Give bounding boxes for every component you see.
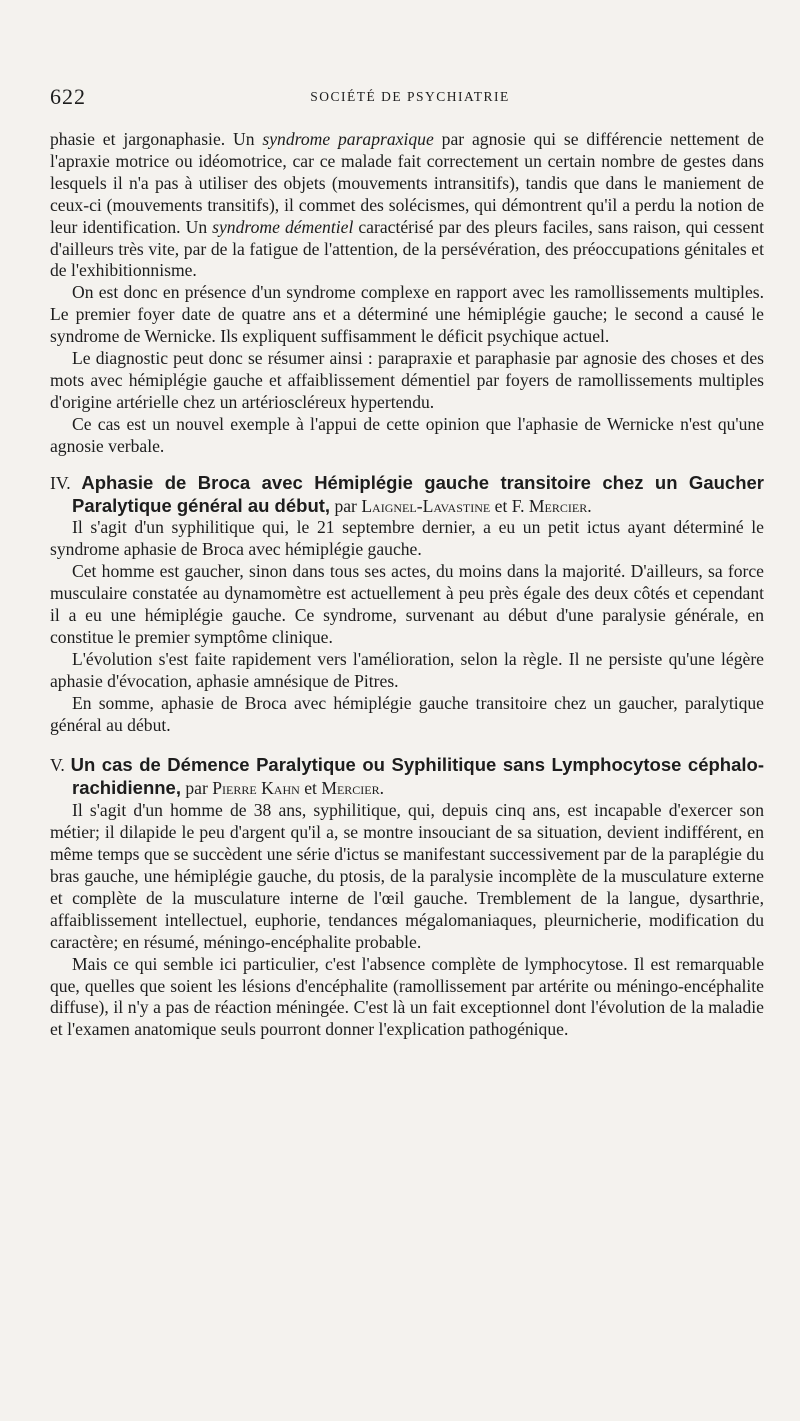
section-number: V. <box>50 755 71 776</box>
section-title: Aphasie de Broca avec Hémiplégie gauche transitoire chez un Gaucher Paralytique général au début, <box>72 471 764 516</box>
section-number: IV. <box>50 472 82 493</box>
paragraph: En somme, aphasie de Broca avec hémiplégie gauche transitoire chez un gaucher, paralytique général au début. <box>50 692 764 735</box>
paragraph: L'évolution s'est faite rapidement vers l'amélioration, selon la règle. Il ne persiste qu'une légère aphasie d'évocation, aphasie amnésique de Pitres. <box>50 648 764 691</box>
text-run: caractérisé par des pleurs faciles, sans raison, qui cessent d'ailleurs très vite, par de la fatigue de l'attention, de la persévération, des préoccupations génitales et de l'exhibitionnisme. <box>50 216 765 281</box>
paragraph: Ce cas est un nouvel exemple à l'appui de cette opinion que l'aphasie de Wernicke n'est qu'une agnosie verbale. <box>50 413 764 456</box>
author-name: Mercier. <box>321 778 385 799</box>
paragraph: Cet homme est gaucher, sinon dans tous ses actes, du moins dans la majorité. D'ailleurs, sa force musculaire constatée au dynamomètre est actuellement à peu près égale des deux côtés et cependant il a eu une hémiplégie gauche. Ce syndrome, survenant au début d'une paralysie générale, en constitue le premier symptôme clinique. <box>50 561 764 647</box>
text-run: et <box>490 495 512 516</box>
author-name: F. Mercier. <box>511 495 592 516</box>
section-heading <box>50 472 764 518</box>
section-title: Un cas de Démence Paralytique ou Syphilitique sans Lymphocytose céphalo-rachidienne, <box>70 754 764 799</box>
running-title: SOCIÉTÉ DE PSYCHIATRIE <box>310 89 510 104</box>
page-header <box>50 84 770 112</box>
page-number: 622 <box>50 84 86 109</box>
spacer <box>50 458 764 472</box>
page-body <box>50 129 764 1041</box>
text-run: par <box>180 778 213 799</box>
text-run: et <box>299 778 322 799</box>
text-run: par agnosie qui se différencie nettement de l'apraxie motrice ou idéomotrice, car ce malade fait correctement un certain nombre de gestes dans lesquels il n'a pas à utiliser des objets (mouvements intransitifs), tandis que dans le maniement de ceux-ci (mouvements transitifs), il commet des solécismes, qui démontrent qu'il a perdu la notion de leur identification. Un <box>50 129 764 237</box>
paragraph: Il s'agit d'un syphilitique qui, le 21 septembre dernier, a eu un petit ictus ayant déterminé le syndrome aphasie de Broca avec hémiplégie gauche. <box>50 517 764 560</box>
author-name: Laignel-Lavastine <box>361 495 491 516</box>
section-heading <box>50 754 764 800</box>
paragraph: Le diagnostic peut donc se résumer ainsi : parapraxie et paraphasie par agnosie des choses et des mots avec hémiplégie gauche et affaiblissement démentiel par foyers de ramollissements multiples d'origine artérielle chez un artérioscléreux hypertendu. <box>50 348 764 412</box>
author-name: Pierre Kahn <box>212 778 300 799</box>
paragraph <box>50 129 764 282</box>
paragraph: Mais ce qui semble ici particulier, c'est l'absence complète de lymphocytose. Il est remarquable que, quelles que soient les lésions d'encéphalite (ramollissement par artérite ou méningo-encéphalite diffuse), il n'y a pas de réaction méningée. C'est là un fait exceptionnel dont l'évolution de la maladie et l'examen anatomique seuls pourront donner l'explication pathogénique. <box>50 953 764 1040</box>
paragraph: Il s'agit d'un homme de 38 ans, syphilitique, qui, depuis cinq ans, est incapable d'exercer son métier; il dilapide le peu d'argent qu'il a, se montre insouciant de sa situation, devient indifférent, en même temps que se succèdent une série d'ictus se manifestant successivement par de la paraplégie du bras gauche, une hémiplégie gauche, du ptosis, de la paralysie incomplète de la musculature externe et complète de la musculature interne de l'œil gauche. Tremblement de la langue, dysarthrie, affaiblissement intellectuel, euphorie, tendances mégalomaniaques, pleurnicherie, modification du caractère; en résumé, méningo-encéphalite probable. <box>50 800 764 952</box>
paragraph: On est donc en présence d'un syndrome complexe en rapport avec les ramollissements multiples. Le premier foyer date de quatre ans et a déterminé une hémiplégie gauche; le second a causé le syndrome de Wernicke. Ils expliquent suffisamment le déficit psychique actuel. <box>50 282 764 347</box>
text-run: phasie et jargonaphasie. Un <box>50 129 263 149</box>
spacer <box>50 736 764 754</box>
emphasis-text: syndrome démentiel <box>212 216 354 237</box>
emphasis-text: syndrome parapraxique <box>262 129 434 149</box>
text-run: par <box>330 495 362 516</box>
